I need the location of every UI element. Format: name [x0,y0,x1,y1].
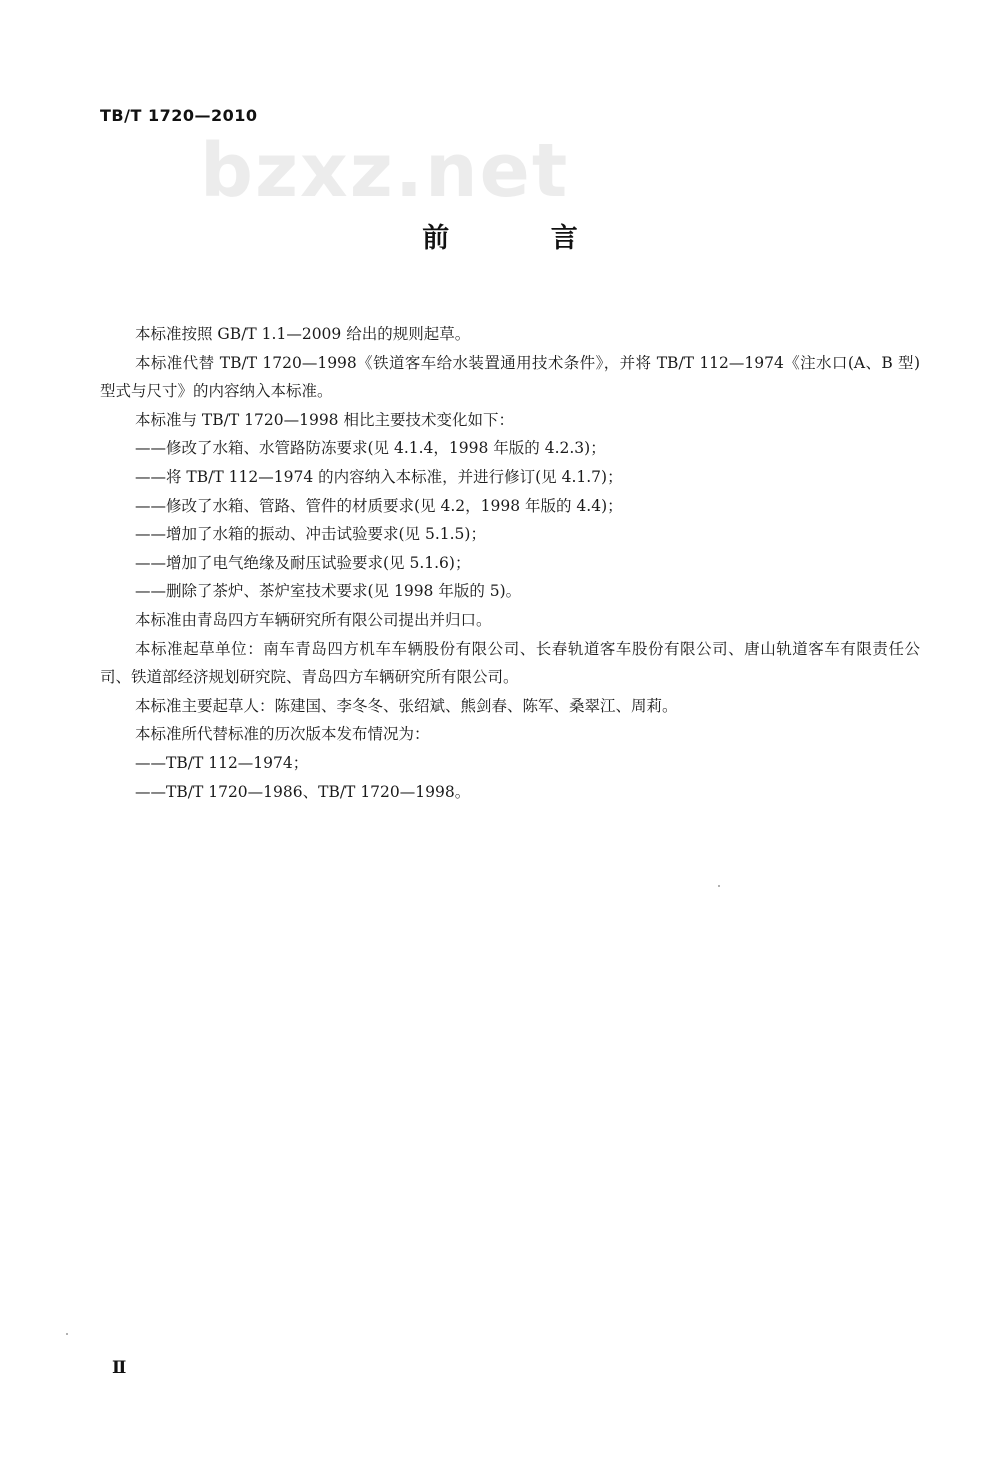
history-item: ——TB/T 1720—1986、TB/T 1720—1998。 [135,782,471,801]
change-item: ——将 TB/T 112—1974 的内容纳入本标准，并进行修订(见 4.1.7)； [135,467,623,486]
paragraph-history-intro: 本标准所代替标准的历次版本发布情况为： [135,725,430,744]
paragraph-changes-intro: 本标准与 TB/T 1720—1998 相比主要技术变化如下： [135,410,514,429]
change-item: ——修改了水箱、水管路防冻要求(见 4.1.4，1998 年版的 4.2.3)； [135,439,606,458]
watermark: bzxz.net [200,128,570,214]
preface-body [100,320,920,806]
change-item: ——删除了茶炉、茶炉室技术要求(见 1998 年版的 5)。 [135,582,522,601]
scan-speck [718,885,720,887]
change-item: ——增加了电气绝缘及耐压试验要求(见 5.1.6)； [135,553,471,572]
paragraph-drafters: 本标准主要起草人：陈建国、李冬冬、张绍斌、熊剑春、陈军、桑翠江、周莉。 [135,696,678,715]
paragraph-replacement: 本标准代替 TB/T 1720—1998《铁道客车给水装置通用技术条件》，并将 TB/T 112—1974《注水口(A、B 型)型式与尺寸》的内容纳入本标准。 [100,353,920,401]
paragraph-proposer: 本标准由青岛四方车辆研究所有限公司提出并归口。 [135,610,492,629]
history-item: ——TB/T 112—1974； [135,753,309,772]
page-number: Ⅱ [112,1358,127,1378]
change-item: ——增加了水箱的振动、冲击试验要求(见 5.1.5)； [135,525,486,544]
paragraph-drafting-rules: 本标准按照 GB/T 1.1—2009 给出的规则起草。 [135,325,471,343]
paragraph-drafting-units: 本标准起草单位：南车青岛四方机车车辆股份有限公司、长春轨道客车股份有限公司、唐山轨道客车有限责任公司、铁道部经济规划研究院、青岛四方车辆研究所有限公司。 [100,639,920,687]
page-title: 前 言 [422,223,624,254]
scan-speck [66,1333,68,1335]
change-item: ——修改了水箱、管路、管件的材质要求(见 4.2，1998 年版的 4.4)； [135,496,623,515]
document-code: TB/T 1720—2010 [100,106,258,125]
